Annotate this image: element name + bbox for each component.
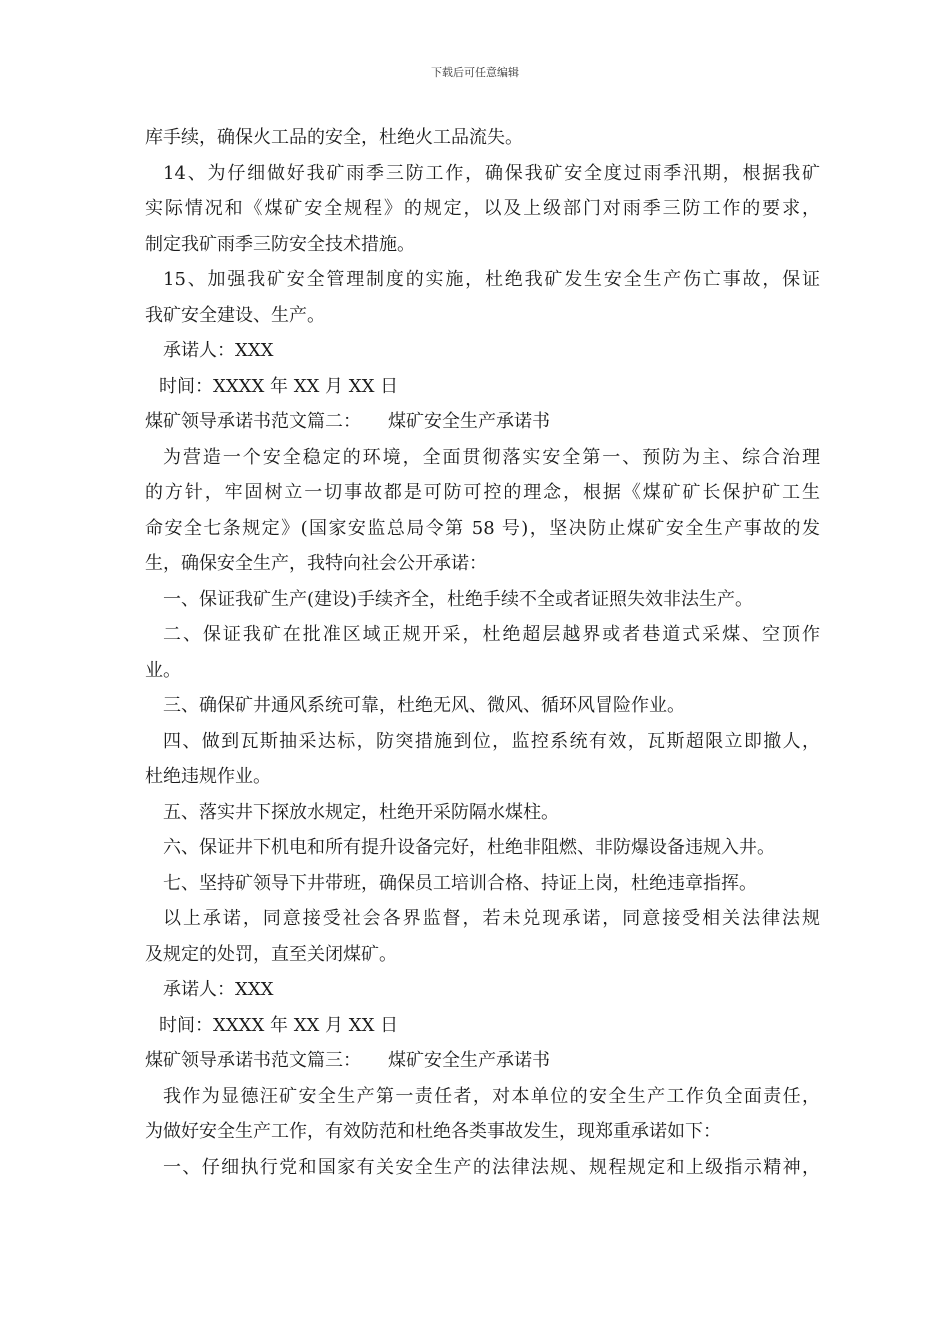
text-line: 时间：XXXX 年 XX 月 XX 日	[159, 375, 399, 397]
text-line: 二、保证我矿在批准区域正规开采，杜绝超层越界或者巷道式采煤、空顶作	[163, 624, 820, 645]
text-line: 命安全七条规定》(国家安监总局令第 58 号)，坚决防止煤矿安全生产事故的发	[145, 517, 820, 539]
text-line: 15、加强我矿安全管理制度的实施，杜绝我矿发生安全生产伤亡事故，保证	[163, 269, 820, 290]
text-line: 一、保证我矿生产(建设)手续齐全，杜绝手续不全或者证照失效非法生产。	[163, 588, 754, 610]
text-line: 承诺人：XXX	[163, 340, 274, 361]
text-line: 为做好安全生产工作，有效防范和杜绝各类事故发生，现郑重承诺如下：	[145, 1121, 721, 1142]
text-line: 14、为仔细做好我矿雨季三防工作，确保我矿安全度过雨季汛期，根据我矿	[163, 162, 820, 184]
text-line: 我作为显德汪矿安全生产第一责任者，对本单位的安全生产工作负全面责任，	[163, 1085, 820, 1107]
text-line: 实际情况和《煤矿安全规程》的规定，以及上级部门对雨季三防工作的要求，	[145, 198, 820, 219]
page-header: 下载后可任意编辑	[431, 66, 519, 79]
text-line: 七、坚持矿领导下井带班，确保员工培训合格、持证上岗，杜绝违章指挥。	[163, 872, 757, 894]
text-line: 的方针，牢固树立一切事故都是可防可控的理念，根据《煤矿矿长保护矿工生	[145, 482, 820, 503]
text-line: 库手续，确保火工品的安全，杜绝火工品流失。	[145, 127, 523, 148]
text-line: 以上承诺，同意接受社会各界监督，若未兑现承诺，同意接受相关法律法规	[163, 908, 820, 929]
text-line: 业。	[145, 659, 181, 681]
text-line: 六、保证井下机电和所有提升设备完好，杜绝非阻燃、非防爆设备违规入井。	[163, 837, 775, 858]
document-body	[145, 120, 820, 1185]
text-line: 承诺人：XXX	[163, 979, 274, 1000]
text-line: 杜绝违规作业。	[145, 766, 271, 787]
text-line: 三、确保矿井通风系统可靠，杜绝无风、微风、循环风冒险作业。	[163, 695, 685, 716]
text-line: 四、做到瓦斯抽采达标，防突措施到位，监控系统有效，瓦斯超限立即撤人，	[163, 730, 820, 752]
text-line: 五、落实井下探放水规定，杜绝开采防隔水煤柱。	[163, 801, 559, 823]
text-line: 及规定的处罚，直至关闭煤矿。	[145, 943, 397, 965]
text-line: 煤矿领导承诺书范文篇三： 煤矿安全生产承诺书	[145, 1050, 550, 1071]
text-line: 煤矿领导承诺书范文篇二： 煤矿安全生产承诺书	[145, 411, 550, 432]
text-line: 为营造一个安全稳定的环境，全面贯彻落实安全第一、预防为主、综合治理	[163, 446, 820, 468]
text-line: 生，确保安全生产，我特向社会公开承诺：	[145, 553, 487, 574]
text-line: 我矿安全建设、生产。	[145, 304, 325, 326]
text-line: 一、仔细执行党和国家有关安全生产的法律法规、规程规定和上级指示精神，	[163, 1156, 820, 1178]
text-line: 制定我矿雨季三防安全技术措施。	[145, 233, 415, 255]
text-line: 时间：XXXX 年 XX 月 XX 日	[159, 1014, 399, 1036]
